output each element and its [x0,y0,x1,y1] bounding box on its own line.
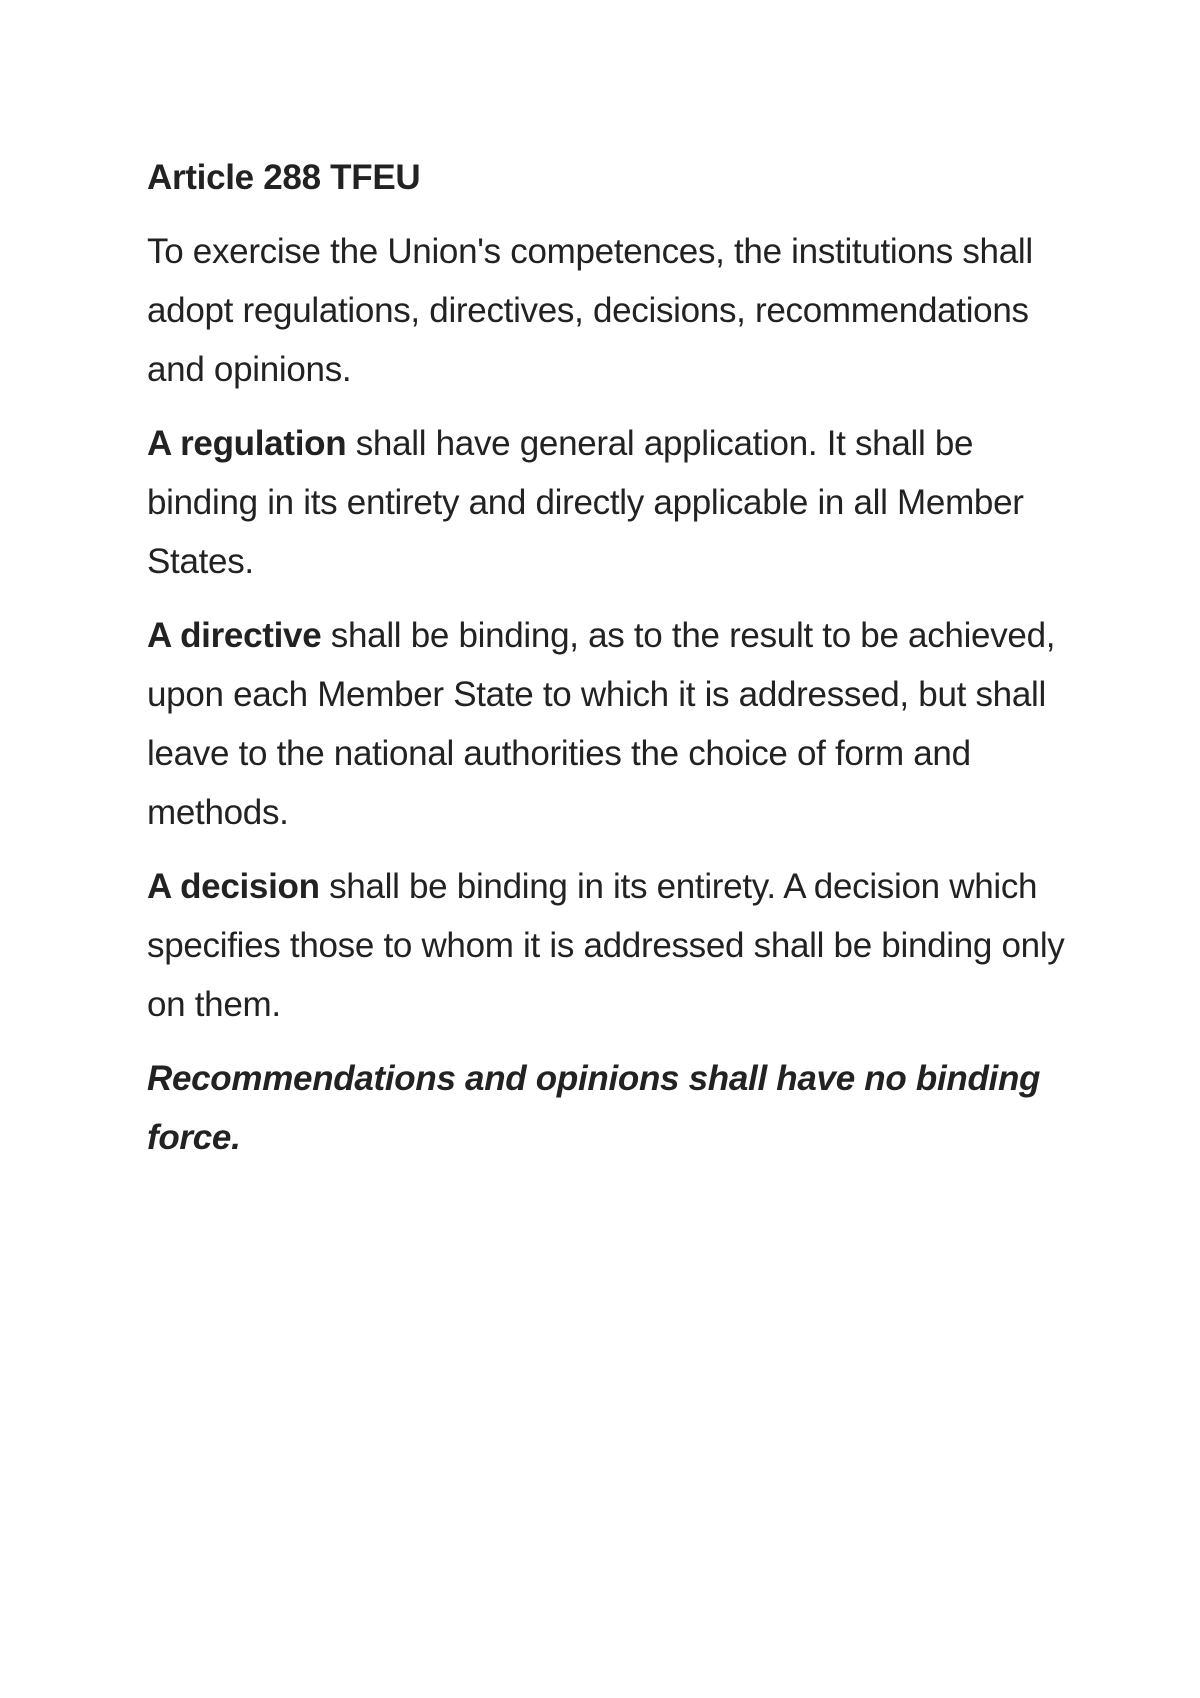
directive-paragraph [147,606,1077,842]
decision-paragraph [147,857,1077,1034]
directive-term: A directive [147,616,322,655]
decision-text: shall be binding in its entirety. A decision which specifies those to whom it is addressed shall be binding only on them. [147,867,1065,1024]
regulation-text: shall have general application. It shall be binding in its entirety and directly applicable in all Member States. [147,424,1024,581]
article-title: Article 288 TFEU [147,158,421,197]
article-body [147,148,1077,1182]
regulation-paragraph [147,414,1077,591]
decision-term: A decision [147,867,320,906]
directive-text: shall be binding, as to the result to be achieved, upon each Member State to which it is addressed, but shall leave to the national authorities the choice of form and methods. [147,616,1056,832]
closing-statement: Recommendations and opinions shall have no binding force. [147,1059,1041,1157]
regulation-term: A regulation [147,424,347,463]
intro-paragraph: To exercise the Union's competences, the institutions shall adopt regulations, directives, decisions, recommendations and opinions. [147,232,1033,389]
